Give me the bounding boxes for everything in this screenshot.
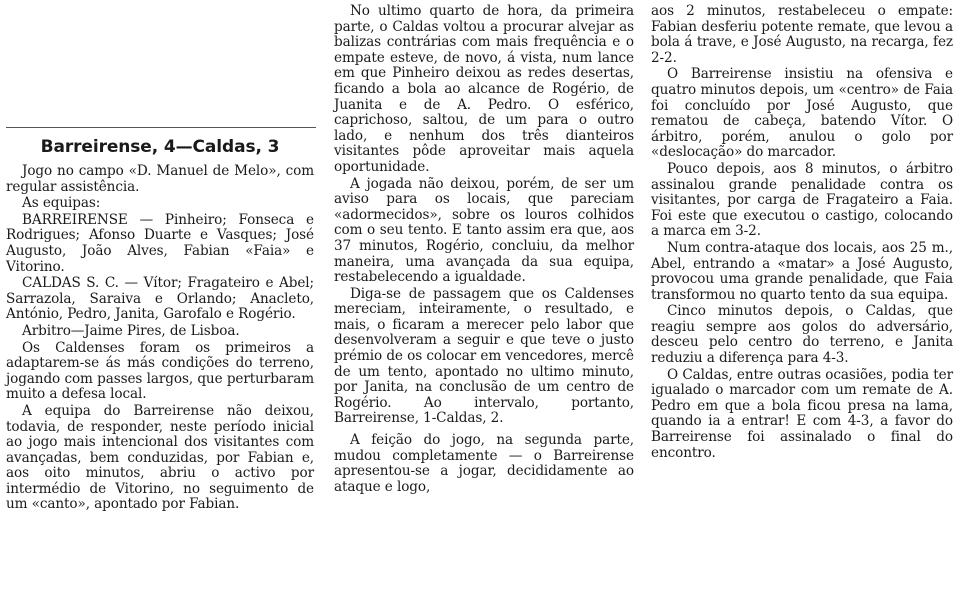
paragraph: As equipas: xyxy=(22,195,101,212)
paragraph: No ultimo quarto de hora, da primeira parte, o Caldas voltou a procurar alvejar as balizas contrárias com mais frequência e o empate esteve, de novo, á vista, num lance em que Pinheiro deixou as redes desertas, ficando a bola ao alcance de Rogério, de Juanita e de A. Pedro. O esférico, caprichoso, saltou, de um para o outro lado, e nenhum dos três dianteiros visitantes pôde aproveitar mais aquela oportunidade. xyxy=(334,3,634,175)
paragraph: Os Caldenses foram os primeiros a adaptarem-se ás más condições do terreno, jogando com passes largos, que perturbaram muito a defesa local. xyxy=(6,339,314,403)
paragraph: Jogo no campo «D. Manuel de Melo», com regular assistência. xyxy=(6,163,314,195)
paragraph: A feição do jogo, na segunda parte, mudou completamente — o Barreirense apresentou-se a jogar, decididamente ao ataque e logo, xyxy=(334,432,634,495)
paragraph: Cinco minutos depois, o Caldas, que reagiu sempre aos golos do adversário, desceu pelo centro do terreno, e Janita reduziu a diferença para 4-3. xyxy=(651,303,953,367)
article-column-1 xyxy=(6,136,314,513)
headline-rule xyxy=(6,127,316,128)
paragraph: Pouco depois, aos 8 minutos, o árbitro assinalou grande penalidade contra os visitantes, por carga de Fragateiro a Faia. Foi este que executou o castigo, colocando a marca em 3-2. xyxy=(651,160,953,240)
paragraph: Num contra-ataque dos locais, aos 25 m., Abel, entrando a «matar» a José Augusto, provocou uma grande penalidade, que Faia transformou no quarto tento da sua equipa. xyxy=(651,239,953,303)
paragraph: A jogada não deixou, porém, de ser um aviso para os locais, que pareciam «adormecidos», sobre os louros colhidos com o seu tento. E tanto assim era que, aos 37 minutos, Rogério, concluiu, da melhor maneira, uma avançada da sua equipa, restabelecendo a igualdade. xyxy=(334,175,634,286)
paragraph: A equipa do Barreirense não deixou, todavia, de responder, neste período inicial ao jogo mais intencional dos visitantes com avançadas, bem conduzidas, por Fabian e, aos oito minutos, abriu o activo por intermédio de Vitorino, no seguimento de um «canto», apontado por Fabian. xyxy=(6,402,314,513)
paragraph: O Barreirense insistiu na ofensiva e quatro minutos depois, um «centro» de Faia foi concluído por José Augusto, que rematou de cabeça, batendo Vítor. O árbitro, porém, anulou o golo por «deslocação» do marcador. xyxy=(651,66,953,161)
paragraph: Diga-se de passagem que os Caldenses mereciam, inteiramente, o resultado, e mais, o ficaram a merecer pelo labor que desenvolveram a seguir e que teve o justo prémio de os colocar em vencedores, mercê de um tento, apontado no ultimo minuto, por Janita, na conclusão de um centro de Rogério. Ao intervalo, portanto, Barreirense, 1-Caldas, 2. xyxy=(334,285,634,427)
paragraph-team-barreirense: BARREIRENSE — Pinheiro; Fonseca e Rodrigues; Afonso Duarte e Vasques; José Augusto, João Alves, Fabian «Faia» e Vitorino. xyxy=(6,211,314,275)
paragraph-referee: Arbitro—Jaime Pires, de Lisboa. xyxy=(22,322,240,339)
article-headline: Barreirense, 4—Caldas, 3 xyxy=(40,137,280,157)
paragraph-team-caldas: CALDAS S. C. — Vítor; Fragateiro e Abel; Sarrazola, Saraiva e Orlando; Anacleto, António, Pedro, Janita, Garofalo e Rogério. xyxy=(6,275,314,323)
paragraph: O Caldas, entre outras ocasiões, podia ter igualado o marcador com um remate de A. Pedro em que a bola ficou presa na lama, quando ia a entrar! E com 4-3, a favor do Barreirense foi assinalado o final do encontro. xyxy=(651,366,953,461)
article-column-2 xyxy=(334,4,634,495)
article-column-3 xyxy=(651,4,953,461)
paragraph: aos 2 minutos, restabeleceu o empate: Fabian desferiu potente remate, que levou a bola á trave, e José Augusto, na recarga, fez 2-2. xyxy=(651,3,953,66)
